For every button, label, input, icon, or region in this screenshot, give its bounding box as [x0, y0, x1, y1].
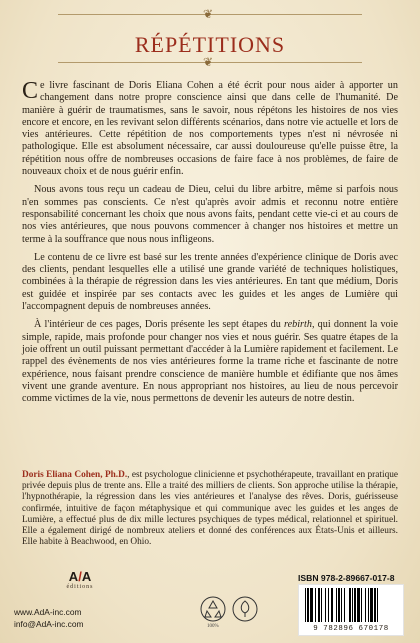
barcode-bar [307, 588, 309, 622]
barcode-bar [377, 588, 378, 622]
book-title: RÉPÉTITIONS [134, 32, 286, 57]
publisher-contacts [14, 606, 83, 630]
synopsis [22, 80, 398, 411]
author-name: Doris Eliana Cohen, Ph.D. [22, 470, 128, 480]
email-link[interactable]: info@AdA-inc.com [14, 619, 84, 629]
barcode-bar [336, 588, 337, 622]
barcode-bar [305, 588, 306, 622]
eco-tree-icon [232, 596, 258, 622]
barcode-bar [325, 588, 326, 622]
publisher-logo [58, 569, 102, 590]
barcode-bar [349, 588, 351, 622]
publisher-logo-mark: A/A [68, 569, 92, 584]
recycled-caption: 100% [207, 624, 219, 629]
author-bio [22, 470, 398, 548]
barcode-bar [374, 588, 376, 622]
barcode-bar [310, 588, 313, 622]
paragraph [22, 319, 398, 405]
publisher-logo-sub: éditions [66, 584, 94, 590]
title-frame [0, 7, 420, 69]
ornament-icon: ❦ [203, 55, 214, 69]
barcode-bar [352, 588, 353, 622]
paragraph [22, 80, 398, 178]
paragraph-text: À l'intérieur de ces pages, Doris présente les sept étapes du [34, 319, 285, 331]
barcode-bar [328, 588, 329, 622]
barcode-bar [368, 588, 369, 622]
barcode-bar [365, 588, 366, 622]
barcode-bar [361, 588, 362, 622]
paragraph: Nous avons tous reçu un cadeau de Dieu, celui du libre arbitre, même si parfois nous n'en sommes pas conscients. Ce n'est qu'après avoir admis et reconnu notre entière responsabilité concernant les choix que nous avons faits, pendant cette vie-ci et au cours de nos vies antérieures, que nous pouvons commencer à changer nos histoires et mettre un terme à la souffrance que nous nous infligeons. [22, 184, 398, 245]
barcode-bar [354, 588, 356, 622]
website-link[interactable]: www.AdA-inc.com [14, 607, 82, 617]
paragraph-text: , qui donnent la voie simple, rapide, mais profonde pour changer nos vies et nous guérir. Ses quatre étapes de la joie offrent un outil puissant permettant d'accéder à la Lumière rapidement et facilement. Le rappel des évènements de nos vies antérieures forme la trame riche et fascinante de notre expérience, nous faisant prendre conscience de manière humble et édifiante que nos âmes vivent une grande aventure. En nous appropriant nos histoires, au lieu de nous percevoir comme victimes de la vie, nous permettons de devenir les auteurs de notre destin. [22, 319, 399, 405]
barcode-bar [357, 588, 360, 622]
barcode-digits: 9 782896 670178 [313, 625, 389, 633]
isbn-label: ISBN 978-2-89667-017-8 [298, 573, 395, 583]
barcode-bars [305, 588, 397, 622]
ornament-icon: ❦ [203, 7, 214, 21]
barcode-bar [338, 588, 340, 622]
drop-cap: C [22, 78, 39, 104]
barcode-bar [331, 588, 333, 622]
barcode-bar [370, 588, 373, 622]
paragraph: Le contenu de ce livre est basé sur les trente années d'expérience clinique de Doris avec des clients, pendant lesquelles elle a utilisé une grande variété de techniques holistiques, combinées à la thérapie de régression dans les vies antérieures. En tant que médium, Doris est guidée et inspirée par ses contacts avec les guides et les anges de Lumière qui l'accompagnent depuis de nombreuses années. [22, 251, 398, 313]
recycle-icon [200, 596, 226, 622]
italic-term: rebirth [284, 319, 312, 331]
bio-text: , est psychologue clinicienne et psychothérapeute, travaillant en pratique privée depuis plus de trente ans. Elle a traité des milliers de clients. Son approche utilise la thérapie, l'hypnothérapie, la régression dans les vies antérieures et l'analyse des rêves. Doris, guérisseuse confirmée, intuitive de façon métaphysique et qui communique avec les guides et les anges de Lumière, a effectué plus de dix mille lectures psychiques de types médical, relationnel et spirituel. Elle a également dirigé de nombreux ateliers et donné des conférences aux États-Unis et ailleurs. Elle habite à Beachwood, en Ohio. [22, 470, 398, 548]
barcode-bar [321, 588, 322, 622]
barcode [298, 584, 404, 636]
barcode-bar [318, 588, 320, 622]
barcode-bar [315, 588, 316, 622]
barcode-bar [341, 588, 342, 622]
paragraph-text: e livre fascinant de Doris Eliana Cohen a été écrit pour nous aider à apporter un changement dans notre propre conscience ainsi que dans celle de l'humanité. De manière à guérir de traumatismes, sans le savoir, nous répétons les histoires de nos vies encore et encore, en les revivant selon différents scénarios, dans notre vie actuelle et lors de vies antérieures. Cette répétition de nos comportements types n'est ni névrosée ni pathologique. Elle est absolument nécessaire, car aussi douloureuse qu'elle puisse être, la répétition nous offre de nombreuses occasions de faire face à nos problèmes, de faire de nouveaux choix et de nous guérir enfin. [22, 80, 398, 178]
barcode-bar [344, 588, 345, 622]
